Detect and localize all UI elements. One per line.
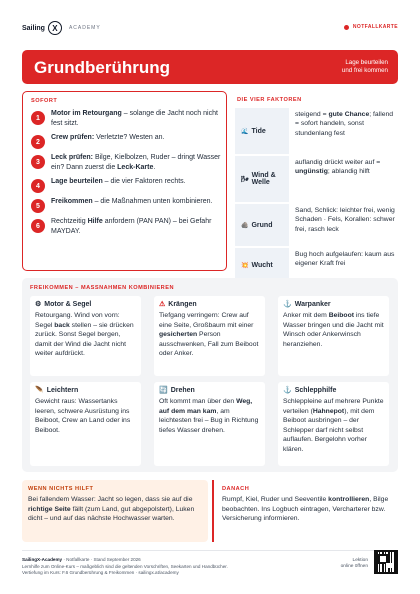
wind-icon: 🌬 [241, 176, 249, 183]
measure-card [30, 296, 141, 376]
step-number: 6 [31, 219, 45, 233]
measure-text: Schleppleine auf mehrere Punkte verteilen (Hahnepot), mit dem Beiboot ausbringen – der Schlepper darf nicht selbst auflaufen. Bergelohn vorher klären. [283, 398, 384, 453]
measure-card [154, 296, 265, 376]
step-number: 3 [31, 155, 45, 169]
measure-text: Retourgang. Wind von vorn: Segel back stellen – sie drücken zurück. Sonst Segel bergen, damit der Wind die Jacht nicht weiter aufdrückt. [35, 312, 134, 358]
gear-icon: ⚙ [35, 301, 42, 308]
box-text: Bei fallendem Wasser: Jacht so legen, dass sie auf die richtige Seite fällt (zum Land, gut abgepolstert), Luken dicht – und auf das nächste Hochwasser warten. [28, 496, 195, 523]
measure-card [154, 382, 265, 466]
anchor-icon: ⚓ [283, 301, 292, 308]
section-label: SOFORT [31, 98, 58, 104]
rotate-icon: 🔄 [159, 387, 168, 394]
measure-text: Tiefgang verringern: Crew auf eine Seite, Großbaum mit einer gesicherten Person ausschwenken, Fall zum Beiboot oder Anker. [159, 312, 259, 358]
if-nothing-helps-box [22, 480, 208, 542]
footer-line-2: Lernhilfe zum Online-Kurs – maßgeblich sind die geltenden Vorschriften, Seekarten und Handbücher. [22, 564, 228, 569]
factor-row [235, 248, 398, 282]
section-label: FREIKOMMEN – MASSNAHMEN KOMBINIEREN [30, 285, 174, 291]
measure-text: Gewicht raus: Wassertanks leeren, schwere Ausrüstung ins Beiboot, Crew an Land oder ins Beiboot. [35, 398, 131, 434]
page-title: Grundberührung [34, 58, 170, 77]
section-label: DANACH [222, 486, 250, 492]
page-subtitle [342, 59, 388, 75]
measure-text: Anker mit dem Beiboot ins tiefe Wasser bringen und die Jacht mit Winsch oder Ankerwinsch heranziehen. [283, 312, 384, 348]
step-number: 1 [31, 111, 45, 125]
factor-description: auflandig drückt weiter auf = ungünstig; ablandig hilft [289, 156, 398, 202]
factor-row [235, 204, 398, 246]
step-text: Crew prüfen: Verletzte? Westen an. [51, 134, 165, 141]
step-item [31, 133, 221, 149]
factor-row [235, 108, 398, 154]
step-text: Freikommen – die Maßnahmen unten kombinieren. [51, 198, 213, 205]
step-number: 4 [31, 179, 45, 193]
factor-description: Bug hoch aufgelaufen: kaum aus eigener Kraft frei [289, 248, 398, 282]
lesson-link[interactable]: Lektion online öffnen [340, 558, 368, 569]
footer-line-1: SailingX-Academy · Notfallkarte · Stand September 2026 [22, 557, 141, 562]
tow-icon: ⚓ [283, 387, 292, 394]
measure-title: 🔄 Drehen [159, 386, 195, 394]
measure-title: ⚠ Krängen [159, 300, 197, 308]
factors-table [235, 108, 398, 284]
card-tag-label: NOTFALLKARTE [352, 24, 398, 30]
brand-academy: ACADEMY [68, 25, 101, 31]
lighten-icon: 🪶 [35, 387, 44, 394]
step-text: Lage beurteilen – die vier Faktoren rechts. [51, 178, 186, 185]
free-up-section [22, 278, 398, 472]
step-text: Leck prüfen: Bilge, Kielbolzen, Ruder – dringt Wasser ein? Dann zuerst die Leck-Karte. [51, 154, 221, 171]
measure-title: ⚓ Warpanker [283, 300, 331, 308]
step-number: 5 [31, 199, 45, 213]
footer [22, 550, 398, 580]
step-item [31, 109, 221, 129]
measure-title: 🪶 Leichtern [35, 386, 79, 394]
title-banner [22, 50, 398, 84]
footer-line-3: Vertiefung im Kurs: F.6 Grundberührung & Freikommen · sailingx.at/academy [22, 570, 179, 575]
factor-name: 💥 Wucht [241, 261, 273, 269]
subtitle-line-1: Lage beurteilen [345, 59, 388, 66]
factor-description: steigend = gute Chance; fallend = sofort handeln, sonst stundenlang fest [289, 108, 398, 154]
measure-title: ⚙ Motor & Segel [35, 300, 92, 308]
top-bar [22, 20, 398, 36]
step-item [31, 197, 221, 213]
step-list [31, 109, 221, 241]
factor-name: 🌊 Tide [241, 127, 266, 135]
measure-title: ⚓ Schlepphilfe [283, 386, 337, 394]
step-item [31, 177, 221, 193]
measure-card [278, 296, 389, 376]
heel-icon: ⚠ [159, 301, 166, 308]
subtitle-line-2: und frei kommen [341, 67, 388, 74]
measure-card [30, 382, 141, 466]
factor-name: 🪨 Grund [241, 221, 273, 229]
section-label: DIE VIER FAKTOREN [237, 97, 302, 103]
card-tag [344, 24, 398, 30]
qr-code-icon[interactable] [374, 550, 398, 574]
step-text: Rechtzeitig Hilfe anfordern (PAN PAN) – bei Gefahr MAYDAY. [51, 218, 212, 235]
immediate-actions-card [22, 91, 227, 271]
alert-dot-icon [344, 25, 349, 30]
section-label: WENN NICHTS HILFT [28, 486, 94, 492]
step-item [31, 217, 221, 237]
wave-icon: 🌊 [241, 128, 249, 135]
brand-mark-icon: X [48, 21, 62, 35]
step-item [31, 153, 221, 173]
factor-row [235, 156, 398, 202]
factor-name: 🌬 Wind & Welle [241, 172, 276, 186]
step-number: 2 [31, 135, 45, 149]
impact-icon: 💥 [241, 262, 249, 269]
box-text: Rumpf, Kiel, Ruder und Seeventile kontrollieren, Bilge beobachten. Ins Logbuch eintragen, Vercharterer bzw. Versicherung informieren. [222, 496, 389, 523]
footer-divider [22, 550, 398, 551]
measure-text: Oft kommt man über den Weg, auf dem man kam, am leichtesten frei – Bug in Richtung tiefes Wasser drehen. [159, 398, 259, 434]
factor-description: Sand, Schlick: leichter frei, wenig Schaden · Fels, Korallen: schwer frei, rasch leck [289, 204, 398, 246]
brand-name: Sailing [22, 24, 45, 32]
factors-panel [235, 91, 398, 271]
step-text: Motor im Retourgang – solange die Jacht noch nicht fest sitzt. [51, 110, 218, 127]
rock-icon: 🪨 [241, 222, 249, 229]
measure-card [278, 382, 389, 466]
afterwards-box [212, 480, 398, 542]
brand-logo [22, 21, 101, 35]
